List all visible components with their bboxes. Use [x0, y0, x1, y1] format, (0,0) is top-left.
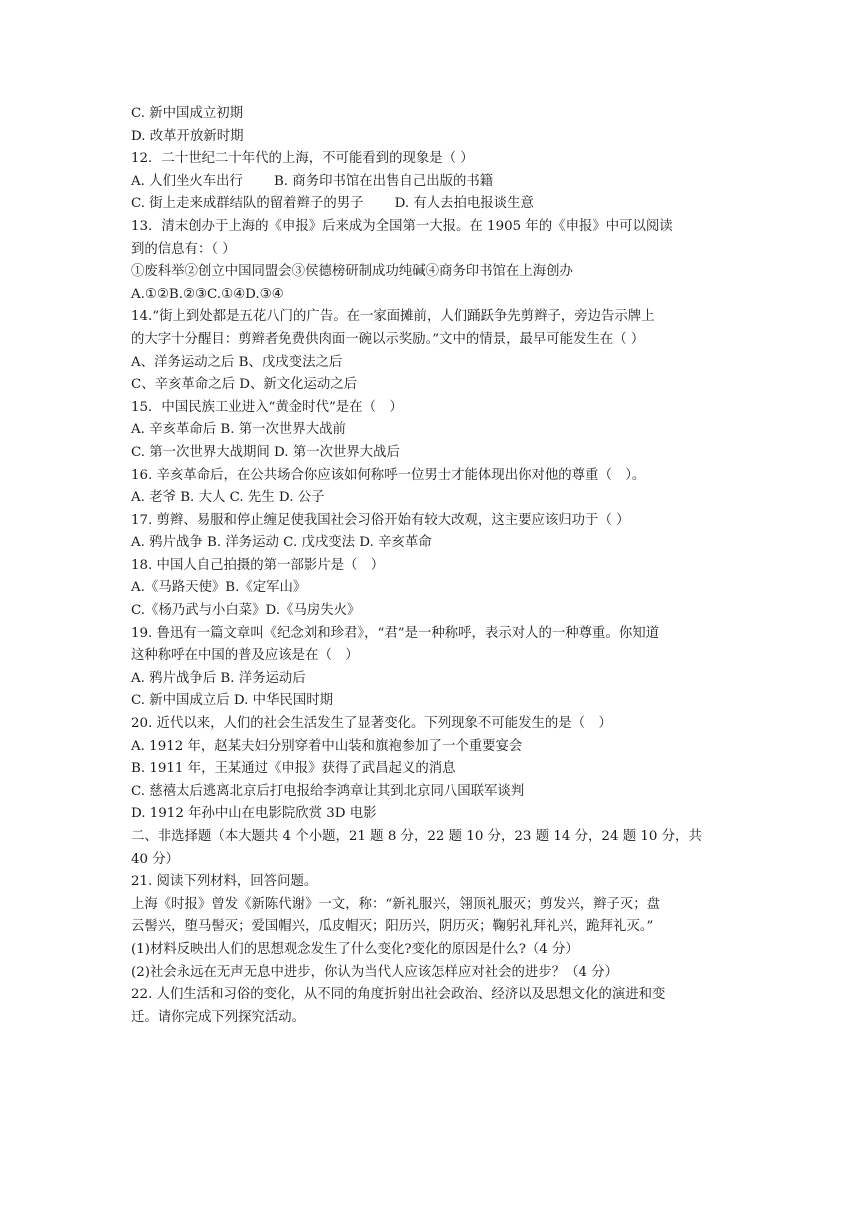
question-15-options-ab: A. 辛亥革命后 B. 第一次世界大战前: [131, 422, 346, 438]
question-17-options: A. 鸦片战争 B. 洋务运动 C. 戊戌变法 D. 辛亥革命: [131, 535, 432, 551]
question-22-stem-line1: 22. 人们生活和习俗的变化，从不同的角度折射出社会政治、经济以及思想文化的演进和变: [131, 987, 666, 1003]
question-12-options-cd: C. 街上走来成群结队的留着辫子的男子 D. 有人去拍电报谈生意: [131, 196, 534, 212]
question-21-material-line2: 云髻兴，堕马髻灭；爱国帽兴，瓜皮帽灭；阳历兴，阴历灭；鞠躬礼拜礼兴，跪拜礼灭。”: [131, 919, 654, 935]
question-20-option-c: C. 慈禧太后逃离北京后打电报给李鸿章让其到北京同八国联军谈判: [131, 783, 525, 799]
question-20-stem: 20. 近代以来，人们的社会生活发生了显著变化。下列现象不可能发生的是（ ）: [131, 716, 612, 732]
question-19-stem-line2: 这种称呼在中国的普及应该是在（ ）: [131, 648, 359, 664]
question-13-items: ①废科举②创立中国同盟会③侯德榜研制成功纯碱④商务印书馆在上海创办: [131, 264, 573, 280]
section-2-heading-line2: 40 分）: [131, 851, 180, 867]
question-14-options-cd: C、辛亥革命之后 D、新文化运动之后: [131, 377, 358, 393]
question-19-options-cd: C. 新中国成立后 D. 中华民国时期: [131, 693, 333, 709]
option-d-line: D. 改革开放新时期: [131, 128, 244, 144]
question-20-option-a: A. 1912 年，赵某夫妇分别穿着中山装和旗袍参加了一个重要宴会: [131, 738, 523, 754]
question-14-options-ab: A、洋务运动之后 B、戊戌变法之后: [131, 354, 343, 370]
question-19-options-ab: A. 鸦片战争后 B. 洋务运动后: [131, 670, 306, 686]
question-18-stem: 18. 中国人自己拍摄的第一部影片是（ ）: [131, 557, 385, 573]
question-12-options-ab: A. 人们坐火车出行 B. 商务印书馆在出售自己出版的书籍: [131, 173, 494, 189]
question-14-stem-line1: 14.“街上到处都是五花八门的广告。在一家面摊前，人们踊跃争先剪辫子，旁边告示牌上: [131, 309, 655, 325]
question-15-options-cd: C. 第一次世界大战期间 D. 第一次世界大战后: [131, 444, 400, 460]
section-2-heading-line1: 二、非选择题（本大题共 4 个小题，21 题 8 分，22 题 10 分，23 题 14 分，24 题 10 分，共: [131, 829, 702, 844]
question-18-options-ab: A.《马路天使》B.《定军山》: [131, 580, 307, 596]
question-16-options: A. 老爷 B. 大人 C. 先生 D. 公子: [131, 490, 325, 506]
question-16-stem: 16. 辛亥革命后，在公共场合你应该如何称呼一位男士才能体现出你对他的尊重（ ）。: [131, 467, 646, 483]
question-12-stem: 12．二十世纪二十年代的上海，不可能看到的现象是（ ）: [131, 151, 474, 167]
question-20-option-d: D. 1912 年孙中山在电影院欣赏 3D 电影: [131, 806, 377, 822]
question-20-option-b: B. 1911 年，王某通过《申报》获得了武昌起义的消息: [131, 761, 456, 777]
question-21-stem: 21. 阅读下列材料，回答问题。: [131, 874, 318, 890]
question-14-stem-line2: 的大字十分醒目：剪辫者免费供肉面一碗以示奖励。”文中的情景，最早可能发生在（ ）: [131, 331, 645, 347]
question-21-sub-2: (2)社会永远在无声无息中进步，你认为当代人应该怎样应对社会的进步？（4 分）: [131, 964, 619, 980]
question-22-stem-line2: 迁。请你完成下列探究活动。: [131, 1009, 306, 1025]
question-13-stem-line2: 到的信息有：（ ）: [131, 241, 236, 257]
question-13-options: A.①②B.②③C.①④D.③④: [131, 286, 284, 302]
question-15-stem: 15．中国民族工业进入“黄金时代”是在（ ）: [131, 399, 403, 415]
question-21-material-line1: 上海《时报》曾发《新陈代谢》一文，称：“新礼服兴，翎顶礼服灭；剪发兴，辫子灭；盘: [131, 896, 661, 912]
question-21-sub-1: (1)材料反映出人们的思想观念发生了什么变化?变化的原因是什么?（4 分）: [131, 941, 579, 957]
question-17-stem: 17. 剪辫、易服和停止缠足使我国社会习俗开始有较大改观，这主要应该归功于（ ）: [131, 512, 630, 528]
document-body: [131, 103, 731, 1029]
question-18-options-cd: C.《杨乃武与小白菜》D.《马房失火》: [131, 603, 361, 619]
question-19-stem-line1: 19. 鲁迅有一篇文章叫《纪念刘和珍君》，“君”是一种称呼，表示对人的一种尊重。你知道: [131, 625, 659, 641]
question-13-stem-line1: 13．清末创办于上海的《申报》后来成为全国第一大报。在 1905 年的《申报》中可以阅读: [131, 218, 673, 234]
option-c-line: C. 新中国成立初期: [131, 106, 244, 121]
